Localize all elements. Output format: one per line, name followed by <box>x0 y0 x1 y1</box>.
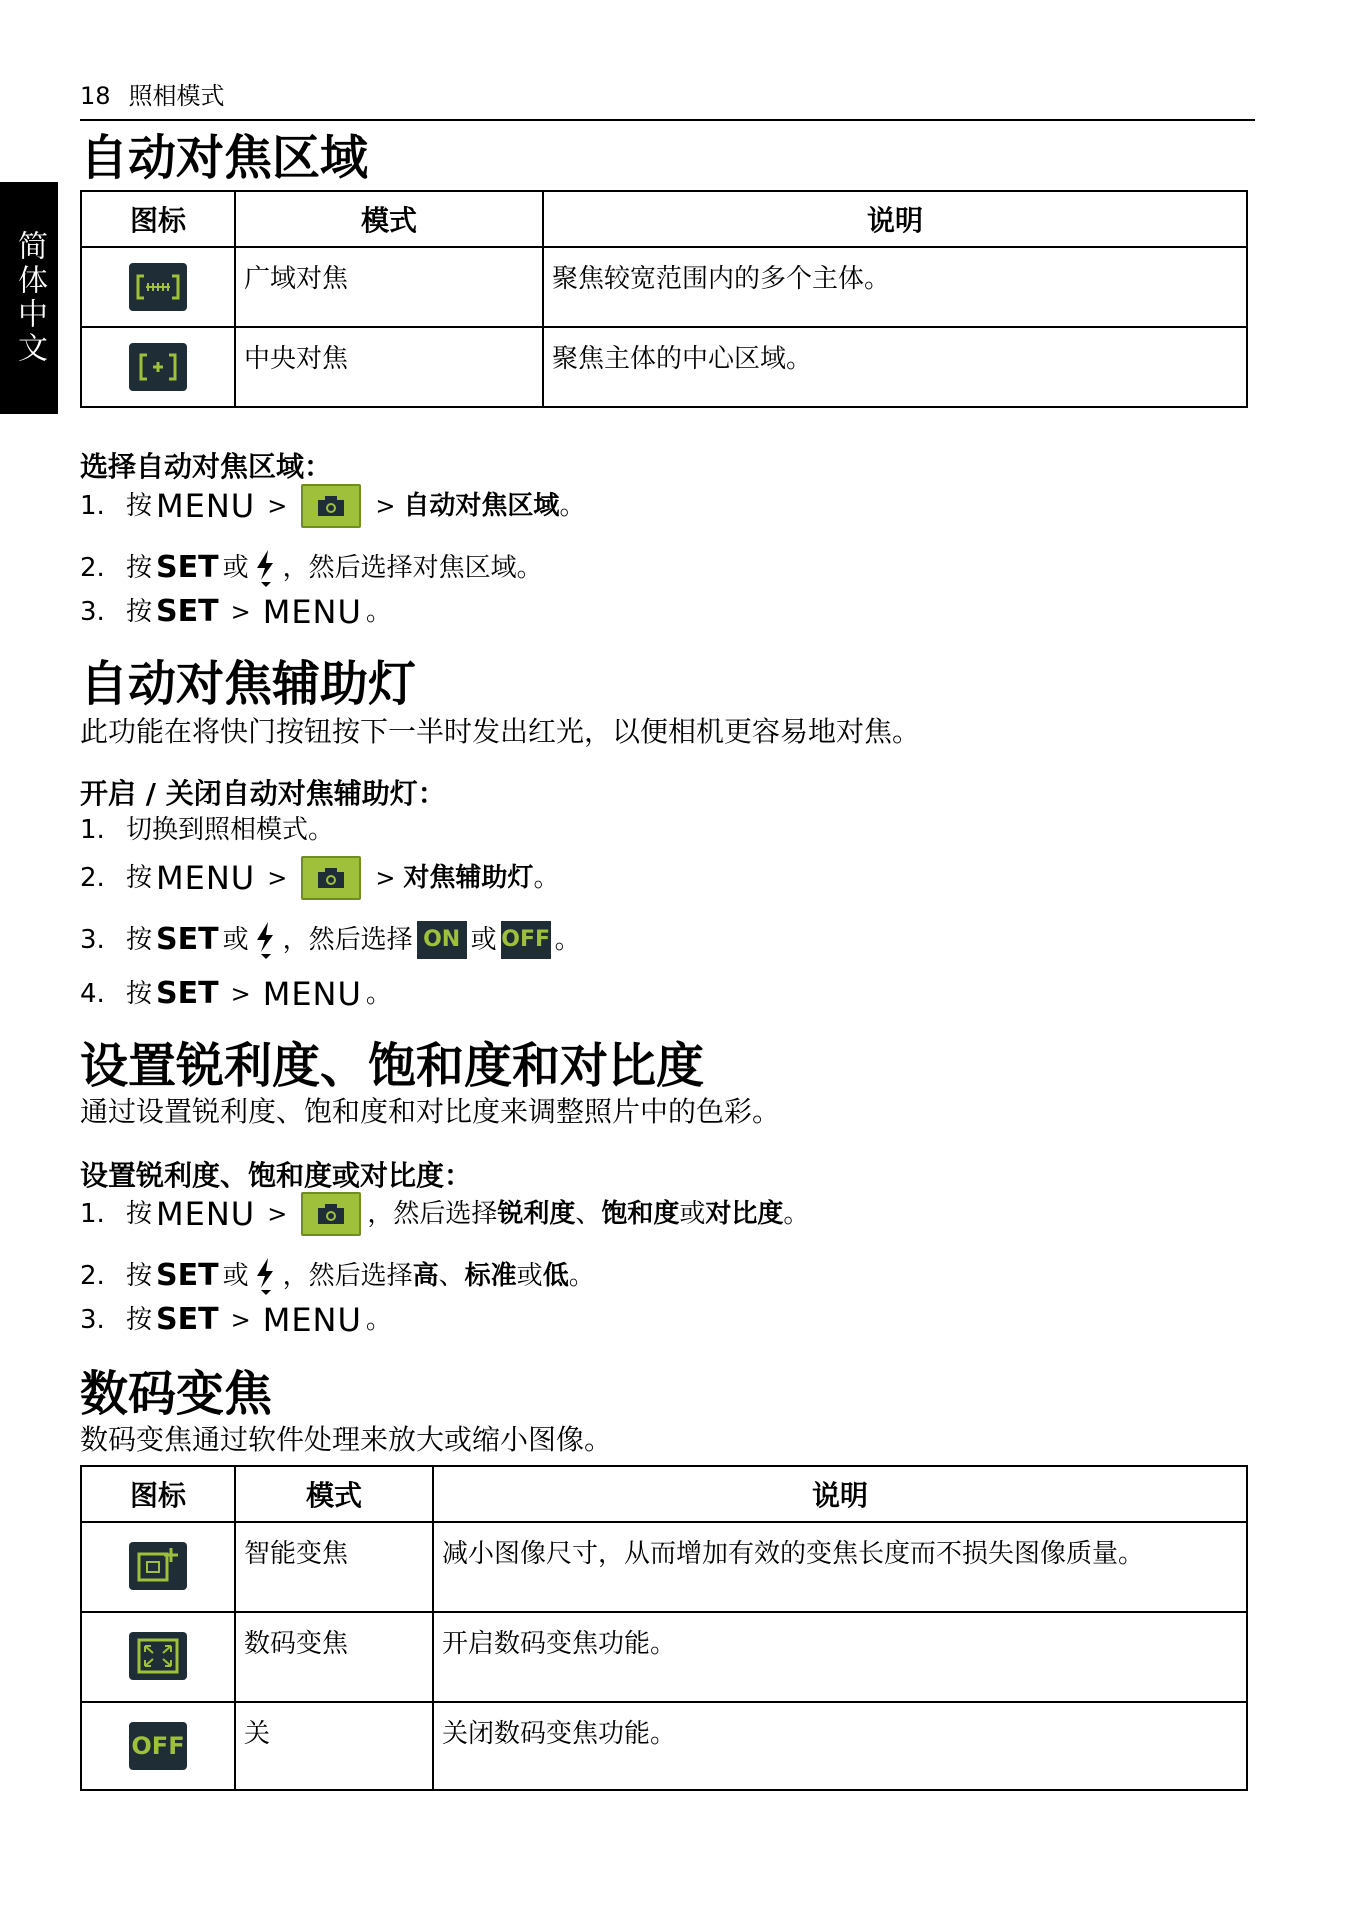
section-name: 照相模式 <box>128 82 225 110</box>
smart-zoom-icon <box>129 1542 187 1590</box>
mode-cell: 中央对焦 <box>235 327 543 407</box>
off-option-icon: OFF <box>501 921 551 959</box>
flash-icon <box>253 1257 279 1295</box>
camera-icon <box>301 1192 361 1236</box>
table-row <box>81 1522 1247 1612</box>
page-header <box>80 76 1255 121</box>
col-icon-header: 图标 <box>81 191 235 247</box>
step-1: 1. 按 MENU > ，然后选择 锐利度 、 饱和度 或 对比度 。 <box>80 1192 809 1236</box>
camera-icon <box>301 484 361 528</box>
zoom-off-icon: OFF <box>129 1722 187 1770</box>
table-header-row <box>81 1466 1247 1522</box>
col-mode-header: 模式 <box>235 191 543 247</box>
step-2: 2. 按 MENU > > 对焦辅助灯 。 <box>80 856 559 900</box>
menu-button-label: MENU <box>262 1301 362 1339</box>
section-title-af-assist: 自动对焦辅助灯 <box>80 656 417 712</box>
step-3: 3. 按 SET 或 ，然后选择 ON 或 OFF 。 <box>80 920 581 960</box>
mode-cell: 数码变焦 <box>235 1612 433 1702</box>
center-af-icon <box>129 343 187 391</box>
camera-icon <box>301 856 361 900</box>
desc-cell: 减小图像尺寸，从而增加有效的变焦长度而不损失图像质量。 <box>433 1522 1247 1612</box>
table-row <box>81 247 1247 327</box>
table-row <box>81 1612 1247 1702</box>
page-number: 18 <box>80 82 111 110</box>
desc-cell: 开启数码变焦功能。 <box>433 1612 1247 1702</box>
set-button-label: SET <box>156 1258 219 1293</box>
language-tab: 简体中文 <box>0 182 58 414</box>
menu-button-label: MENU <box>262 975 362 1013</box>
desc-cell: 关闭数码变焦功能。 <box>433 1702 1247 1790</box>
section-title-digital-zoom: 数码变焦 <box>80 1366 273 1422</box>
step-3: 3. 按 SET > MENU 。 <box>80 1301 392 1339</box>
table-row <box>81 327 1247 407</box>
mode-cell: 广域对焦 <box>235 247 543 327</box>
menu-button-label: MENU <box>262 593 362 631</box>
section-title-sharpness: 设置锐利度、饱和度和对比度 <box>80 1038 705 1094</box>
step-3: 3. 按 SET > MENU 。 <box>80 593 392 631</box>
menu-button-label: MENU <box>156 1195 256 1233</box>
flash-icon <box>253 549 279 587</box>
set-button-label: SET <box>156 550 219 585</box>
table-row <box>81 1702 1247 1790</box>
table-header-row <box>81 191 1247 247</box>
set-button-label: SET <box>156 1302 219 1337</box>
set-button-label: SET <box>156 976 219 1011</box>
menu-button-label: MENU <box>156 487 256 525</box>
step-1: 1. 按 MENU > > 自动对焦区域 。 <box>80 484 585 528</box>
digital-zoom-icon <box>129 1632 187 1680</box>
col-desc-header: 说明 <box>433 1466 1247 1522</box>
procedure-title: 选择自动对焦区域： <box>80 450 333 483</box>
procedure-title: 开启 / 关闭自动对焦辅助灯： <box>80 777 446 810</box>
step-1: 1. 切换到照相模式。 <box>80 815 335 845</box>
mode-cell: 关 <box>235 1702 433 1790</box>
menu-button-label: MENU <box>156 859 256 897</box>
set-button-label: SET <box>156 922 219 957</box>
col-icon-header: 图标 <box>81 1466 235 1522</box>
desc-cell: 聚焦较宽范围内的多个主体。 <box>543 247 1247 327</box>
on-option-icon: ON <box>417 921 467 959</box>
section-intro: 通过设置锐利度、饱和度和对比度来调整照片中的色彩。 <box>80 1095 781 1128</box>
section-intro: 此功能在将快门按钮按下一半时发出红光，以便相机更容易地对焦。 <box>80 715 921 748</box>
mode-cell: 智能变焦 <box>235 1522 433 1612</box>
flash-icon <box>253 921 279 959</box>
section-intro: 数码变焦通过软件处理来放大或缩小图像。 <box>80 1423 613 1456</box>
step-2: 2. 按 SET 或 ，然后选择 高 、 标准 或 低 。 <box>80 1256 595 1296</box>
col-desc-header: 说明 <box>543 191 1247 247</box>
col-mode-header: 模式 <box>235 1466 433 1522</box>
step-2: 2. 按 SET 或 ，然后选择对焦区域。 <box>80 548 543 588</box>
set-button-label: SET <box>156 594 219 629</box>
wide-af-icon <box>129 263 187 311</box>
af-area-table <box>80 190 1248 408</box>
procedure-title: 设置锐利度、饱和度或对比度： <box>80 1159 473 1192</box>
digital-zoom-table <box>80 1465 1248 1791</box>
desc-cell: 聚焦主体的中心区域。 <box>543 327 1247 407</box>
step-4: 4. 按 SET > MENU 。 <box>80 975 392 1013</box>
section-title-af-area: 自动对焦区域 <box>80 130 369 186</box>
